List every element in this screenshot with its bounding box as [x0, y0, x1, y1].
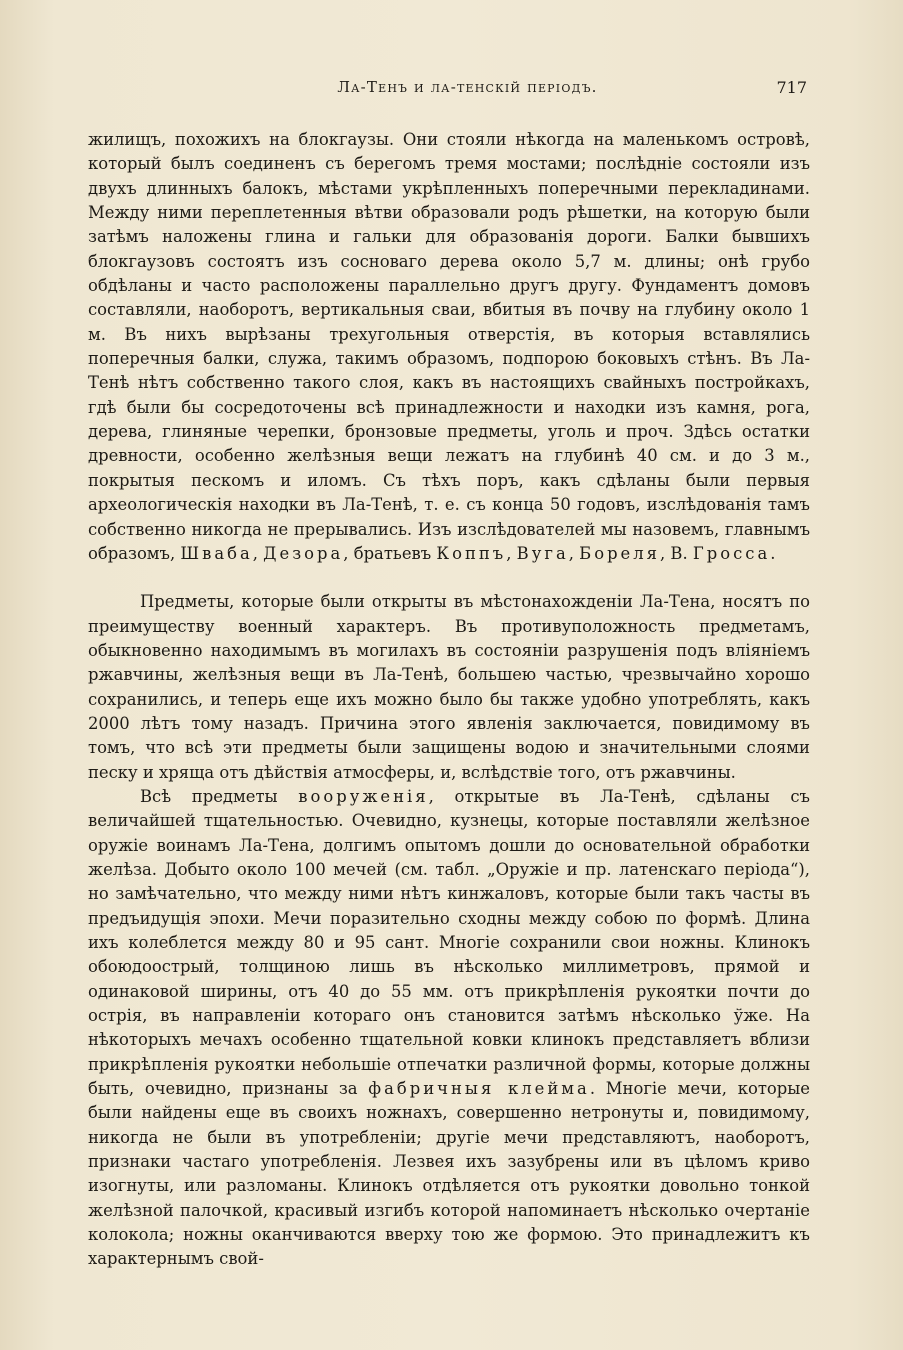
page-header	[88, 78, 807, 106]
spaced-emphasis: Бореля	[579, 543, 661, 563]
spaced-emphasis: Вуга	[516, 543, 569, 563]
spaced-emphasis: Гросса	[692, 543, 771, 563]
text-run: .	[770, 543, 776, 563]
text-run: , братьевъ	[343, 543, 437, 563]
text-run: , открытые въ Ла-Тенѣ, сдѣланы съ величайшей тщательностью. Очевидно, кузнецы, которые поставляли желѣзное оружіе воинамъ Ла-Тена, долгимъ опытомъ дошли до основательной обработки желѣза. Добыто около 100 мечей (см. табл. „Оружіе и пр. латенскаго періода“), но замѣчательно, что между ними нѣтъ кинжаловъ, которые были такъ часты въ предъидущія эпохи. Мечи поразительно сходны между собою по формѣ. Длина ихъ колеблется между 80 и 95 сант. Многіе сохранили свои ножны. Клинокъ обоюдоострый, толщиною лишь въ нѣсколько миллиметровъ, прямой и одинаковой ширины, отъ 40 до 55 мм. отъ прикрѣпленія рукоятки почти до острія, въ направленіи котораго онъ становится затѣмъ нѣсколько ўже. На нѣкоторыхъ мечахъ особенно тщательной ковки клинокъ представляетъ вблизи прикрѣпленія рукоятки небольшіе отпечатки различной формы, которые должны быть, очевидно, признаны за	[88, 786, 810, 1099]
spaced-emphasis: Коппъ	[436, 543, 507, 563]
text-run: ,	[506, 543, 517, 563]
spaced-emphasis: Шваба	[180, 543, 253, 563]
paragraph-gap	[88, 566, 810, 590]
text-run: жилищъ, похожихъ на блокгаузы. Они стояли нѣкогда на маленькомъ островѣ, который былъ соединенъ съ берегомъ тремя мостами; послѣдніе состояли изъ двухъ длинныхъ балокъ, мѣстами укрѣпленныхъ поперечными перекладинами. Между ними переплетенныя вѣтви образовали родъ рѣшетки, на которую были затѣмъ наложены глина и гальки для образованія дороги. Балки бывшихъ блокгаузовъ состоятъ изъ сосноваго дерева около 5,7 м. длины; онѣ грубо обдѣланы и часто расположены параллельно другъ другу. Фундаментъ домовъ составляли, наоборотъ, вертикальныя сваи, вбитыя въ почву на глубину около 1 м. Въ нихъ вырѣзаны трехугольныя отверстія, въ которыя вставлялись поперечныя балки, служа, такимъ образомъ, подпорою боковыхъ стѣнъ. Въ Ла-Тенѣ нѣтъ собственно такого слоя, какъ въ настоящихъ свайныхъ постройкахъ, гдѣ были бы сосредоточены всѣ принадлежности и находки изъ камня, рога, дерева, глиняные черепки, бронзовые предметы, уголь и проч. Здѣсь остатки древности, особенно желѣзныя вещи лежатъ на глубинѣ 40 см. и до 3 м., покрытыя пескомъ и иломъ. Съ тѣхъ поръ, какъ сдѣланы были первыя археологическія находки въ Ла-Тенѣ, т. е. съ конца 50 годовъ, изслѣдованія тамъ собственно никогда не прерывались. Изъ изслѣдователей мы назовемъ, главнымъ образомъ,	[88, 130, 810, 563]
text-run: , В.	[660, 543, 693, 563]
paragraph-3	[88, 785, 810, 1272]
paragraph-1	[88, 128, 810, 566]
spaced-emphasis: Дезора	[263, 543, 344, 563]
running-head: Ла-Тенъ и ла-тенскій періодъ.	[337, 78, 598, 96]
text-run: ,	[252, 543, 264, 563]
text-run: Всѣ предметы	[140, 786, 299, 806]
text-run: Предметы, которые были открыты въ мѣстонахожденіи Ла-Тена, носятъ по преимуществу военный характеръ. Въ противуположность предметамъ, обыкновенно находимымъ въ могилахъ въ состояніи разрушенія подъ вліяніемъ ржавчины, желѣзныя вещи въ Ла-Тенѣ, большею частью, чрезвычайно хорошо сохранились, и теперь еще ихъ можно было бы также удобно употреблять, какъ 2000 лѣтъ тому назадъ. Причина этого явленія заключается, повидимому въ томъ, что всѣ эти предметы были защищены водою и значительными слоями песку и хряща отъ дѣйствія атмосферы, и, вслѣдствіе того, отъ ржавчины.	[88, 592, 810, 782]
spaced-emphasis: фабричныя клейма	[368, 1079, 590, 1099]
paragraph-2	[88, 590, 810, 785]
page-number: 717	[776, 78, 807, 97]
text-run: ,	[568, 543, 580, 563]
page-body	[88, 128, 810, 1272]
text-run: . Многіе мечи, которые были найдены еще въ своихъ ножнахъ, совершенно нетронуты и, повидимому, никогда не были въ употребленіи; другіе мечи представляютъ, наоборотъ, признаки частаго употребленія. Лезвея ихъ зазубрены или въ цѣломъ криво изогнуты, или разломаны. Клинокъ отдѣляется отъ рукоятки довольно тонкой желѣзной палочкой, красивый изгибъ которой напоминаетъ нѣсколько очертаніе колокола; ножны оканчиваются вверху тою же формою. Это принадлежитъ къ характернымъ свой-	[88, 1079, 811, 1269]
spaced-emphasis: вооруженія	[298, 786, 429, 806]
